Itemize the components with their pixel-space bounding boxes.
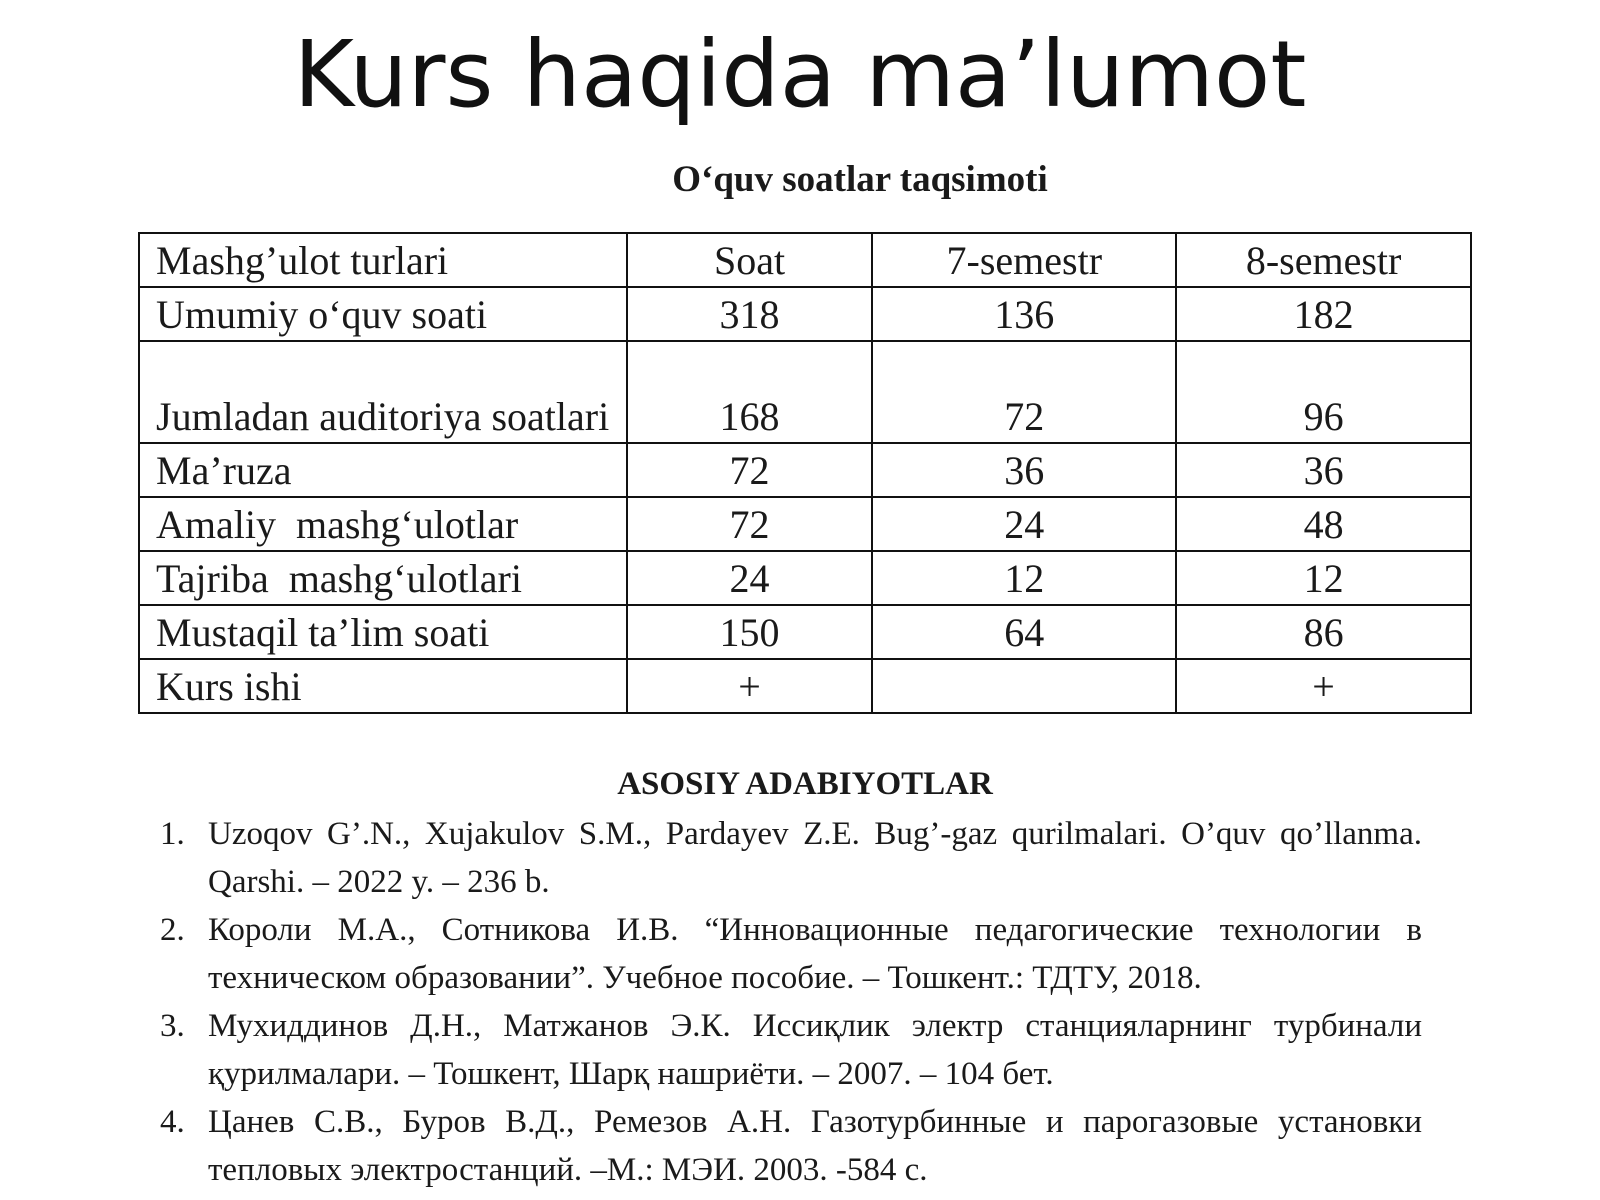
hours-table bbox=[138, 232, 1472, 714]
row-label: Amaliy mashg‘ulotlar bbox=[139, 497, 627, 551]
list-item bbox=[160, 1098, 1422, 1194]
list-item bbox=[160, 810, 1422, 906]
list-item-text: Uzoqov G’.N., Xujakulov S.M., Pardayev Z.E. Bug’-gaz qurilmalari. O’quv qo’llanma. Qarshi. – 2022 y. – 236 b. bbox=[208, 816, 1422, 900]
cell-soat: 72 bbox=[627, 443, 873, 497]
cell-soat: 168 bbox=[627, 341, 873, 443]
literature-heading: ASOSIY ADABIYOTLAR bbox=[617, 766, 993, 802]
row-label: Tajriba mashg‘ulotlari bbox=[139, 551, 627, 605]
table-row bbox=[139, 287, 1471, 341]
slide-title: Kurs haqida ma’lumot bbox=[293, 21, 1307, 128]
list-item-number: 2. bbox=[160, 912, 185, 948]
cell-soat: 318 bbox=[627, 287, 873, 341]
table-row bbox=[139, 551, 1471, 605]
cell-semester-8: + bbox=[1176, 659, 1471, 713]
list-item-text: Мухиддинов Д.Н., Матжанов Э.К. Иссиқлик электр станцияларнинг турбинали қурилмалари. – Тошкент, Шарқ нашриёти. – 2007. – 104 бет. bbox=[208, 1008, 1422, 1092]
list-item bbox=[160, 906, 1422, 1002]
table-caption: O‘quv soatlar taqsimoti bbox=[672, 159, 1048, 200]
row-label: Mustaqil ta’lim soati bbox=[139, 605, 627, 659]
header-cell: Soat bbox=[627, 233, 873, 287]
header-cell: 8-semestr bbox=[1176, 233, 1471, 287]
cell-semester-7: 36 bbox=[872, 443, 1176, 497]
cell-soat: 24 bbox=[627, 551, 873, 605]
cell-semester-8: 12 bbox=[1176, 551, 1471, 605]
list-item-text: Цанев С.В., Буров В.Д., Ремезов А.Н. Газотурбинные и парогазовые установки тепловых электростанций. –М.: МЭИ. 2003. -584 с. bbox=[208, 1104, 1422, 1188]
cell-soat: 150 bbox=[627, 605, 873, 659]
cell-semester-8: 182 bbox=[1176, 287, 1471, 341]
table-row bbox=[139, 443, 1471, 497]
literature-list bbox=[160, 810, 1422, 1194]
table-row bbox=[139, 497, 1471, 551]
cell-semester-7: 24 bbox=[872, 497, 1176, 551]
table-header-row bbox=[139, 233, 1471, 287]
row-label: Kurs ishi bbox=[139, 659, 627, 713]
row-label: Umumiy o‘quv soati bbox=[139, 287, 627, 341]
list-item bbox=[160, 1002, 1422, 1098]
list-item-number: 3. bbox=[160, 1008, 185, 1044]
cell-semester-7: 12 bbox=[872, 551, 1176, 605]
table-row bbox=[139, 341, 1471, 443]
row-label: Ma’ruza bbox=[139, 443, 627, 497]
cell-semester-7: 72 bbox=[872, 341, 1176, 443]
cell-soat: + bbox=[627, 659, 873, 713]
cell-semester-8: 86 bbox=[1176, 605, 1471, 659]
row-label: Jumladan auditoriya soatlari bbox=[139, 341, 627, 443]
header-cell: Mashg’ulot turlari bbox=[139, 233, 627, 287]
cell-semester-8: 48 bbox=[1176, 497, 1471, 551]
list-item-text: Короли М.А., Сотникова И.В. “Инновационные педагогические технологии в техническом образовании”. Учебное пособие. – Тошкент.: ТДТУ, 2018. bbox=[208, 912, 1422, 996]
cell-soat: 72 bbox=[627, 497, 873, 551]
cell-semester-7 bbox=[872, 659, 1176, 713]
cell-semester-8: 36 bbox=[1176, 443, 1471, 497]
list-item-number: 1. bbox=[160, 816, 185, 852]
cell-semester-7: 136 bbox=[872, 287, 1176, 341]
cell-semester-7: 64 bbox=[872, 605, 1176, 659]
cell-semester-8: 96 bbox=[1176, 341, 1471, 443]
table-row bbox=[139, 659, 1471, 713]
table-row bbox=[139, 605, 1471, 659]
header-cell: 7-semestr bbox=[872, 233, 1176, 287]
list-item-number: 4. bbox=[160, 1104, 185, 1140]
